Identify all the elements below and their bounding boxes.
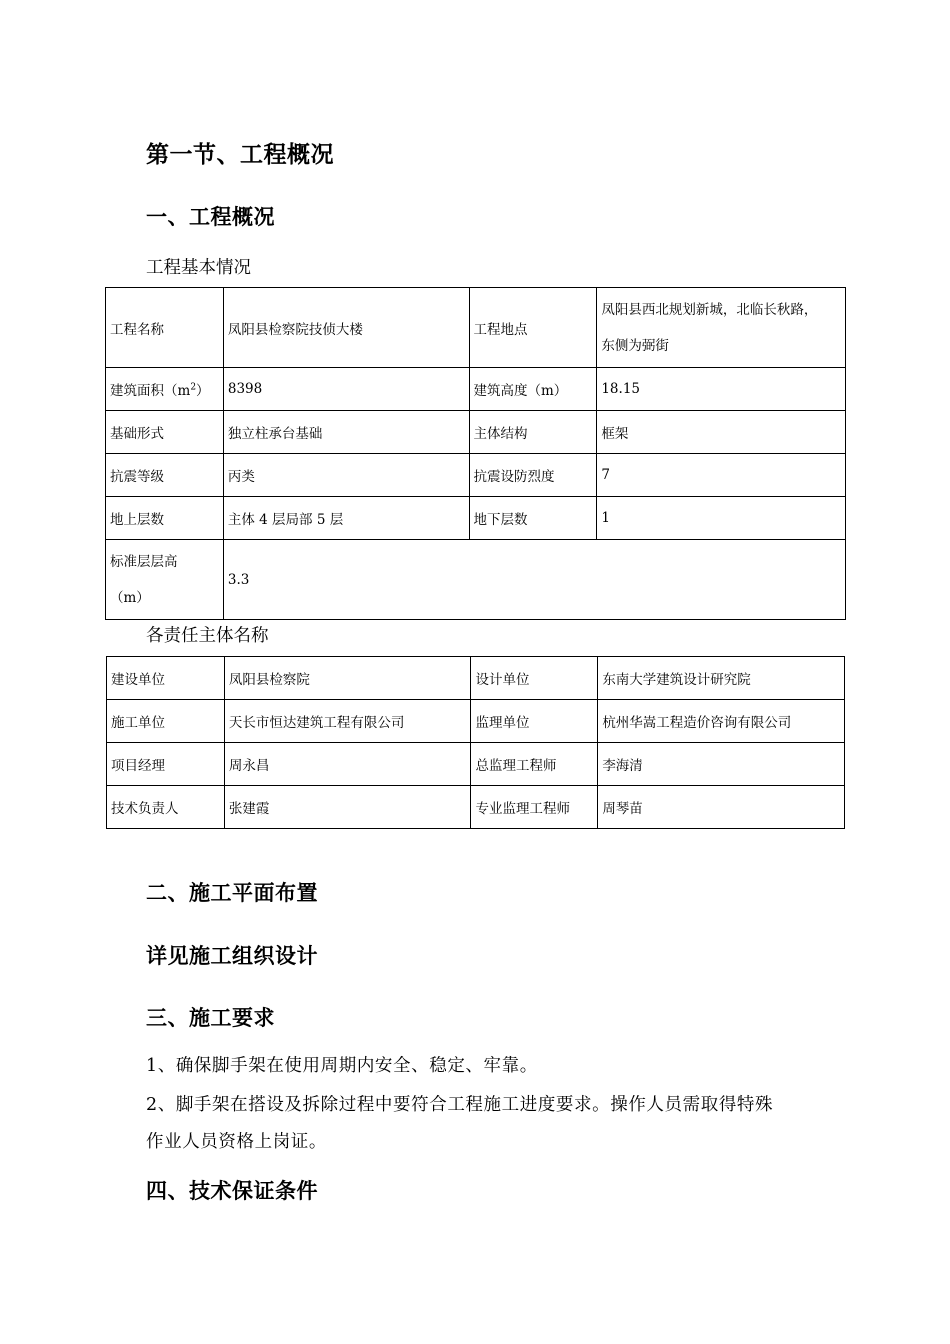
cell-label: 建设单位 [107, 657, 225, 700]
cell-label: 抗震设防烈度 [469, 454, 597, 497]
cell-value: 周永昌 [224, 743, 471, 786]
cell-value: 杭州华嵩工程造价咨询有限公司 [598, 700, 845, 743]
table-row [107, 700, 845, 743]
requirement-2-line-1: 2、脚手架在搭设及拆除过程中要符合工程施工进度要求。操作人员需取得特殊 [146, 1095, 774, 1115]
basic-info-table [105, 287, 846, 620]
cell-label [106, 368, 224, 411]
table-row [106, 368, 846, 411]
requirement-1: 1、确保脚手架在使用周期内安全、稳定、牢靠。 [146, 1056, 538, 1076]
cell-label: 总监理工程师 [471, 743, 598, 786]
cell-value: 凤阳县检察院技侦大楼 [223, 288, 469, 368]
heading-overview: 一、工程概况 [146, 204, 275, 229]
table-row [106, 454, 846, 497]
heading-tech-conditions: 四、技术保证条件 [146, 1178, 318, 1203]
cell-label: 建筑高度（m） [469, 368, 597, 411]
requirement-2-line-2: 作业人员资格上岗证。 [146, 1132, 327, 1152]
cell-value: 周琴苗 [598, 786, 845, 829]
cell-value: 天长市恒达建筑工程有限公司 [224, 700, 471, 743]
cell-value: 7 [597, 454, 846, 497]
cell-value: 18.15 [597, 368, 846, 411]
parties-table [106, 656, 845, 829]
caption-parties: 各责任主体名称 [146, 626, 269, 646]
cell-value: 东南大学建筑设计研究院 [598, 657, 845, 700]
cell-value: 独立柱承台基础 [223, 411, 469, 454]
cell-value: 框架 [597, 411, 846, 454]
std-label-line-2: （m） [110, 589, 150, 606]
table-row [106, 497, 846, 540]
cell-label: 监理单位 [471, 700, 598, 743]
area-label-pre: 建筑面积（m [110, 383, 191, 399]
cell-label: 地上层数 [106, 497, 224, 540]
location-line-2: 东侧为弼街 [601, 337, 669, 354]
cell-value: 3.3 [223, 540, 845, 620]
cell-label: 技术负责人 [107, 786, 225, 829]
table-row [106, 540, 846, 620]
cell-label [106, 540, 224, 620]
cell-label: 设计单位 [471, 657, 598, 700]
cell-label: 专业监理工程师 [471, 786, 598, 829]
table-row [107, 786, 845, 829]
cell-label: 工程地点 [469, 288, 597, 368]
cell-value: 凤阳县检察院 [224, 657, 471, 700]
cell-label: 基础形式 [106, 411, 224, 454]
cell-value: 1 [597, 497, 846, 540]
cell-value [597, 288, 846, 368]
cell-value: 8398 [223, 368, 469, 411]
table-row [106, 411, 846, 454]
section-title: 第一节、工程概况 [146, 141, 334, 168]
area-label-sup: 2 [190, 382, 197, 393]
heading-site-layout: 二、施工平面布置 [146, 880, 318, 905]
std-label-line-1: 标准层层高 [110, 553, 178, 570]
cell-value: 丙类 [223, 454, 469, 497]
caption-basic-info: 工程基本情况 [146, 258, 251, 278]
cell-value: 主体 4 层局部 5 层 [223, 497, 469, 540]
cell-label: 施工单位 [107, 700, 225, 743]
area-label-post: ） [196, 383, 210, 399]
table-row [106, 288, 846, 368]
cell-label: 抗震等级 [106, 454, 224, 497]
heading-requirements: 三、施工要求 [146, 1005, 275, 1030]
cell-label: 主体结构 [469, 411, 597, 454]
cell-value: 张建霞 [224, 786, 471, 829]
heading-see-design: 详见施工组织设计 [146, 943, 318, 968]
cell-label: 地下层数 [469, 497, 597, 540]
table-row [107, 743, 845, 786]
cell-label: 项目经理 [107, 743, 225, 786]
location-line-1: 凤阳县西北规划新城，北临长秋路， [601, 301, 818, 318]
cell-label: 工程名称 [106, 288, 224, 368]
cell-value: 李海清 [598, 743, 845, 786]
table-row [107, 657, 845, 700]
